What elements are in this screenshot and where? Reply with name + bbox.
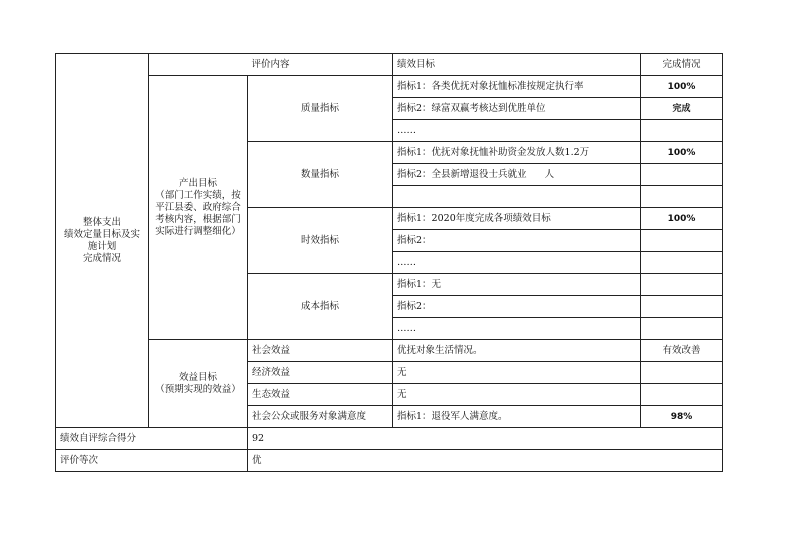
indicator-result: 100% (641, 142, 723, 164)
benefit-target: 优抚对象生活情况。 (393, 340, 641, 362)
score-label: 绩效自评综合得分 (56, 428, 248, 450)
benefit-goal-cell (149, 340, 248, 428)
indicator-target: 指标1：无 (393, 274, 641, 296)
output-goal-desc-4: 实际进行调整细化） (155, 225, 241, 237)
output-goal-title: 产出目标 (178, 177, 217, 189)
indicator-target (393, 186, 641, 208)
benefit-target: 无 (393, 362, 641, 384)
header-target: 绩效目标 (393, 54, 641, 76)
benefit-name: 生态效益 (248, 384, 393, 406)
section-title-line-3: 施计划 (87, 240, 117, 252)
indicator-target (393, 164, 641, 186)
indicator-group-cost: 成本指标 (248, 274, 393, 340)
grade-label: 评价等次 (56, 450, 248, 472)
header-row (56, 54, 723, 76)
benefit-target: 指标1：退役军人满意度。 (393, 406, 641, 428)
indicator-result (641, 164, 723, 186)
indicator-result (641, 318, 723, 340)
indicator-result (641, 274, 723, 296)
score-row (56, 428, 723, 450)
section-title-cell (56, 54, 149, 428)
indicator-target: 指标1：2020年度完成各项绩效目标 (393, 208, 641, 230)
indicator-result (641, 296, 723, 318)
benefit-result (641, 384, 723, 406)
indicator-result (641, 230, 723, 252)
indicator-target: 指标2：绿富双赢考核达到优胜单位 (393, 98, 641, 120)
benefit-goal-desc: （预期实现的效益） (155, 383, 241, 395)
indicator-result (641, 186, 723, 208)
benefit-result: 有效改善 (641, 340, 723, 362)
benefit-goal-title: 效益目标 (178, 371, 217, 383)
benefit-name: 社会公众或服务对象满意度 (248, 406, 393, 428)
indicator-target: …… (393, 318, 641, 340)
indicator-target: 指标2： (393, 230, 641, 252)
indicator-group-quantity: 数量指标 (248, 142, 393, 208)
section-title-line-1: 整体支出 (82, 216, 121, 228)
table-row (56, 76, 723, 98)
grade-value: 优 (248, 450, 723, 472)
benefit-result: 98% (641, 406, 723, 428)
indicator-result: 完成 (641, 98, 723, 120)
indicator-result (641, 120, 723, 142)
benefit-target: 无 (393, 384, 641, 406)
indicator-group-timeliness: 时效指标 (248, 208, 393, 274)
indicator-target: 指标2： (393, 296, 641, 318)
section-title-line-4: 完成情况 (82, 252, 121, 264)
indicator-target: 指标1：优抚对象抚恤补助资金发放人数1.2万 (393, 142, 641, 164)
indicator-result: 100% (641, 76, 723, 98)
performance-evaluation-table (55, 53, 723, 472)
benefit-result (641, 362, 723, 384)
score-value: 92 (248, 428, 723, 450)
table-row (56, 340, 723, 362)
output-goal-desc-2: 平江县委、政府综合 (155, 201, 241, 213)
output-goal-cell (149, 76, 248, 340)
indicator-target: …… (393, 252, 641, 274)
indicator-result: 100% (641, 208, 723, 230)
indicator-result (641, 252, 723, 274)
indicator-group-quality: 质量指标 (248, 76, 393, 142)
indicator-target: 指标1：各类优抚对象抚恤标准按规定执行率 (393, 76, 641, 98)
output-goal-desc-1: （部门工作实绩，按 (155, 189, 241, 201)
section-title-line-2: 绩效定量目标及实 (63, 228, 140, 240)
grade-row (56, 450, 723, 472)
header-content: 评价内容 (149, 54, 393, 76)
indicator-target-text: 指标2：全县新增退役士兵就业 (397, 168, 527, 180)
header-completion: 完成情况 (641, 54, 723, 76)
output-goal-desc-3: 考核内容，根据部门 (155, 213, 241, 225)
indicator-target-unit: 人 (544, 168, 555, 180)
benefit-name: 社会效益 (248, 340, 393, 362)
indicator-target: …… (393, 120, 641, 142)
benefit-name: 经济效益 (248, 362, 393, 384)
